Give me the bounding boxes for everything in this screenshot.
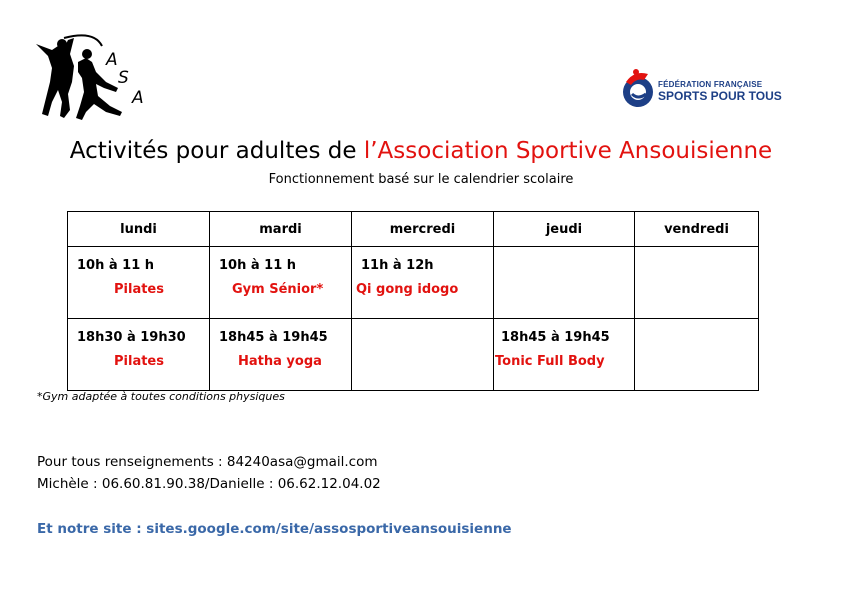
time-slot: 18h45 à 19h45 <box>219 330 328 345</box>
website-link[interactable]: Et notre site : sites.google.com/site/assosportiveansouisienne <box>37 521 512 537</box>
ffspt-emblem-icon <box>622 68 656 112</box>
day-header-mardi: mardi <box>210 212 352 247</box>
title-prefix: Activités pour adultes de <box>69 138 364 164</box>
contact-phone-line: Michèle : 06.60.81.90.38/Danielle : 06.62.12.04.02 <box>37 476 381 492</box>
time-slot: 10h à 11 h <box>219 258 297 273</box>
schedule-cell <box>210 247 352 319</box>
asa-letter-a2: A <box>132 88 144 108</box>
schedule-cell <box>68 247 210 319</box>
schedule-cell <box>68 319 210 391</box>
schedule-cell <box>210 319 352 391</box>
day-header-mercredi: mercredi <box>352 212 494 247</box>
page-title <box>0 138 842 164</box>
activity-name: Tonic Full Body <box>495 354 605 369</box>
time-slot: 18h45 à 19h45 <box>501 330 610 345</box>
table-header-row <box>68 212 759 247</box>
schedule-cell <box>494 247 635 319</box>
schedule-cell <box>635 319 759 391</box>
table-row <box>68 247 759 319</box>
activity-name: Hatha yoga <box>238 354 322 369</box>
activity-name: Gym Sénior* <box>232 282 324 297</box>
footnote: *Gym adaptée à toutes conditions physiques <box>37 390 285 403</box>
day-header-jeudi: jeudi <box>494 212 635 247</box>
activity-name: Qi gong idogo <box>356 282 459 297</box>
schedule-cell <box>352 319 494 391</box>
time-slot: 18h30 à 19h30 <box>77 330 186 345</box>
contact-email-line: Pour tous renseignements : 84240asa@gmail.com <box>37 454 378 470</box>
time-slot: 11h à 12h <box>361 258 434 273</box>
asa-letter-s: S <box>118 68 129 88</box>
page-subtitle: Fonctionnement basé sur le calendrier scolaire <box>268 172 574 187</box>
time-slot: 10h à 11 h <box>77 258 155 273</box>
schedule-cell <box>494 319 635 391</box>
asa-silhouettes-icon <box>34 32 154 122</box>
federation-line1: FÉDÉRATION FRANÇAISE <box>658 80 763 89</box>
ffspt-logo <box>622 66 797 114</box>
day-header-lundi: lundi <box>68 212 210 247</box>
activity-name: Pilates <box>114 354 164 369</box>
schedule-table <box>67 211 759 391</box>
federation-line2: SPORTS POUR TOUS <box>658 89 782 103</box>
asa-letter-a1: A <box>106 50 118 70</box>
activity-name: Pilates <box>114 282 164 297</box>
table-row <box>68 319 759 391</box>
asa-logo <box>34 32 154 122</box>
title-highlight: l’Association Sportive Ansouisienne <box>363 138 773 164</box>
schedule-cell <box>352 247 494 319</box>
day-header-vendredi: vendredi <box>635 212 759 247</box>
schedule-cell <box>635 247 759 319</box>
